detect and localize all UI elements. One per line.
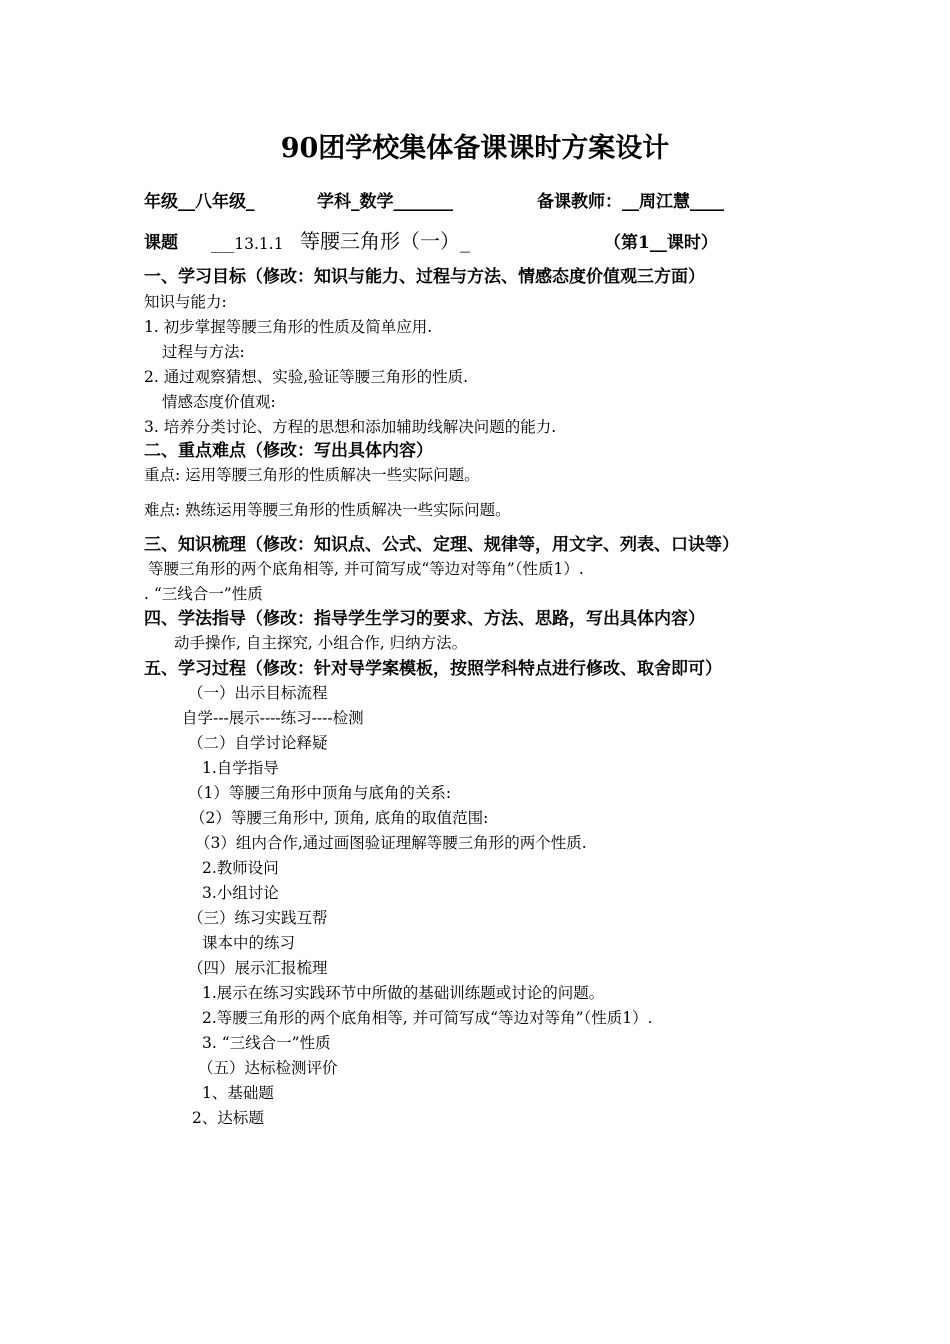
document-title: 90团学校集体备课课时方案设计 [280,133,670,164]
text-line: 自学---展示----练习----检测 [182,709,364,727]
text-line: （二）自学讨论释疑 [188,734,328,752]
text-line: 动手操作, 自主探究, 小组合作, 归纳方法。 [174,634,468,652]
text-line: 3. “三线合一”性质 [202,1034,331,1052]
text-line: （三）练习实践互帮 [188,909,328,927]
text-line: （四）展示汇报梳理 [188,959,328,977]
text-line: 等腰三角形的两个底角相等, 并可简写成“等边对等角”（性质1）. [148,560,584,578]
text-line: 3.小组讨论 [202,884,279,902]
text-line: 难点: 熟练运用等腰三角形的性质解决一些实际问题。 [144,501,511,519]
text-line: 课本中的练习 [202,934,296,952]
text-line: 知识与能力: [144,293,227,311]
text-line: 3. 培养分类讨论、方程的思想和添加辅助线解决问题的能力. [144,418,557,436]
lesson-label: 课题 [144,233,178,253]
teacher-field: 备课教师：__周江慧____ [537,192,724,212]
text-line: （1）等腰三角形中顶角与底角的关系: [188,784,452,802]
text-line: 过程与方法: [162,343,245,361]
text-line: （3）组内合作,通过画图验证理解等腰三角形的两个性质. [195,834,587,852]
section-5-heading: 五、学习过程（修改：针对导学案模板，按照学科特点进行修改、取舍即可） [144,659,722,679]
text-line: 2. 通过观察猜想、实验,验证等腰三角形的性质. [144,368,469,386]
section-4-heading: 四、学法指导（修改：指导学生学习的要求、方法、思路，写出具体内容） [144,609,705,629]
text-line: （一）出示目标流程 [188,684,328,702]
lesson-name: 等腰三角形（一）_ [300,229,470,253]
text-line: 1.展示在练习实践环节中所做的基础训练题或讨论的问题。 [202,984,605,1002]
text-line: 1.自学指导 [202,759,279,777]
subject-field: 学科_数学_______ [317,192,453,212]
text-line: . “三线合一”性质 [144,585,263,603]
text-line: 1. 初步掌握等腰三角形的性质及简单应用. [144,318,433,336]
lesson-period: （第1__课时） [604,233,718,253]
lesson-code: ___13.1.1 [211,235,284,253]
section-2-heading: 二、重点难点（修改：写出具体内容） [144,441,433,461]
text-line: （2）等腰三角形中, 顶角, 底角的取值范围: [190,809,489,827]
section-1-heading: 一、学习目标（修改：知识与能力、过程与方法、情感态度价值观三方面） [144,267,705,287]
text-line: 重点: 运用等腰三角形的性质解决一些实际问题。 [144,466,480,484]
text-line: 2.教师设问 [202,859,279,877]
grade-field: 年级__八年级_ [144,192,255,212]
text-line: （五）达标检测评价 [198,1059,338,1077]
text-line: 情感态度价值观: [162,393,276,411]
text-line: 2.等腰三角形的两个底角相等, 并可简写成“等边对等角”（性质1）. [202,1009,653,1027]
text-line: 1、基础题 [202,1084,274,1102]
text-line: 2、达标题 [192,1109,264,1127]
section-3-heading: 三、知识梳理（修改：知识点、公式、定理、规律等，用文字、列表、口诀等） [144,535,739,555]
